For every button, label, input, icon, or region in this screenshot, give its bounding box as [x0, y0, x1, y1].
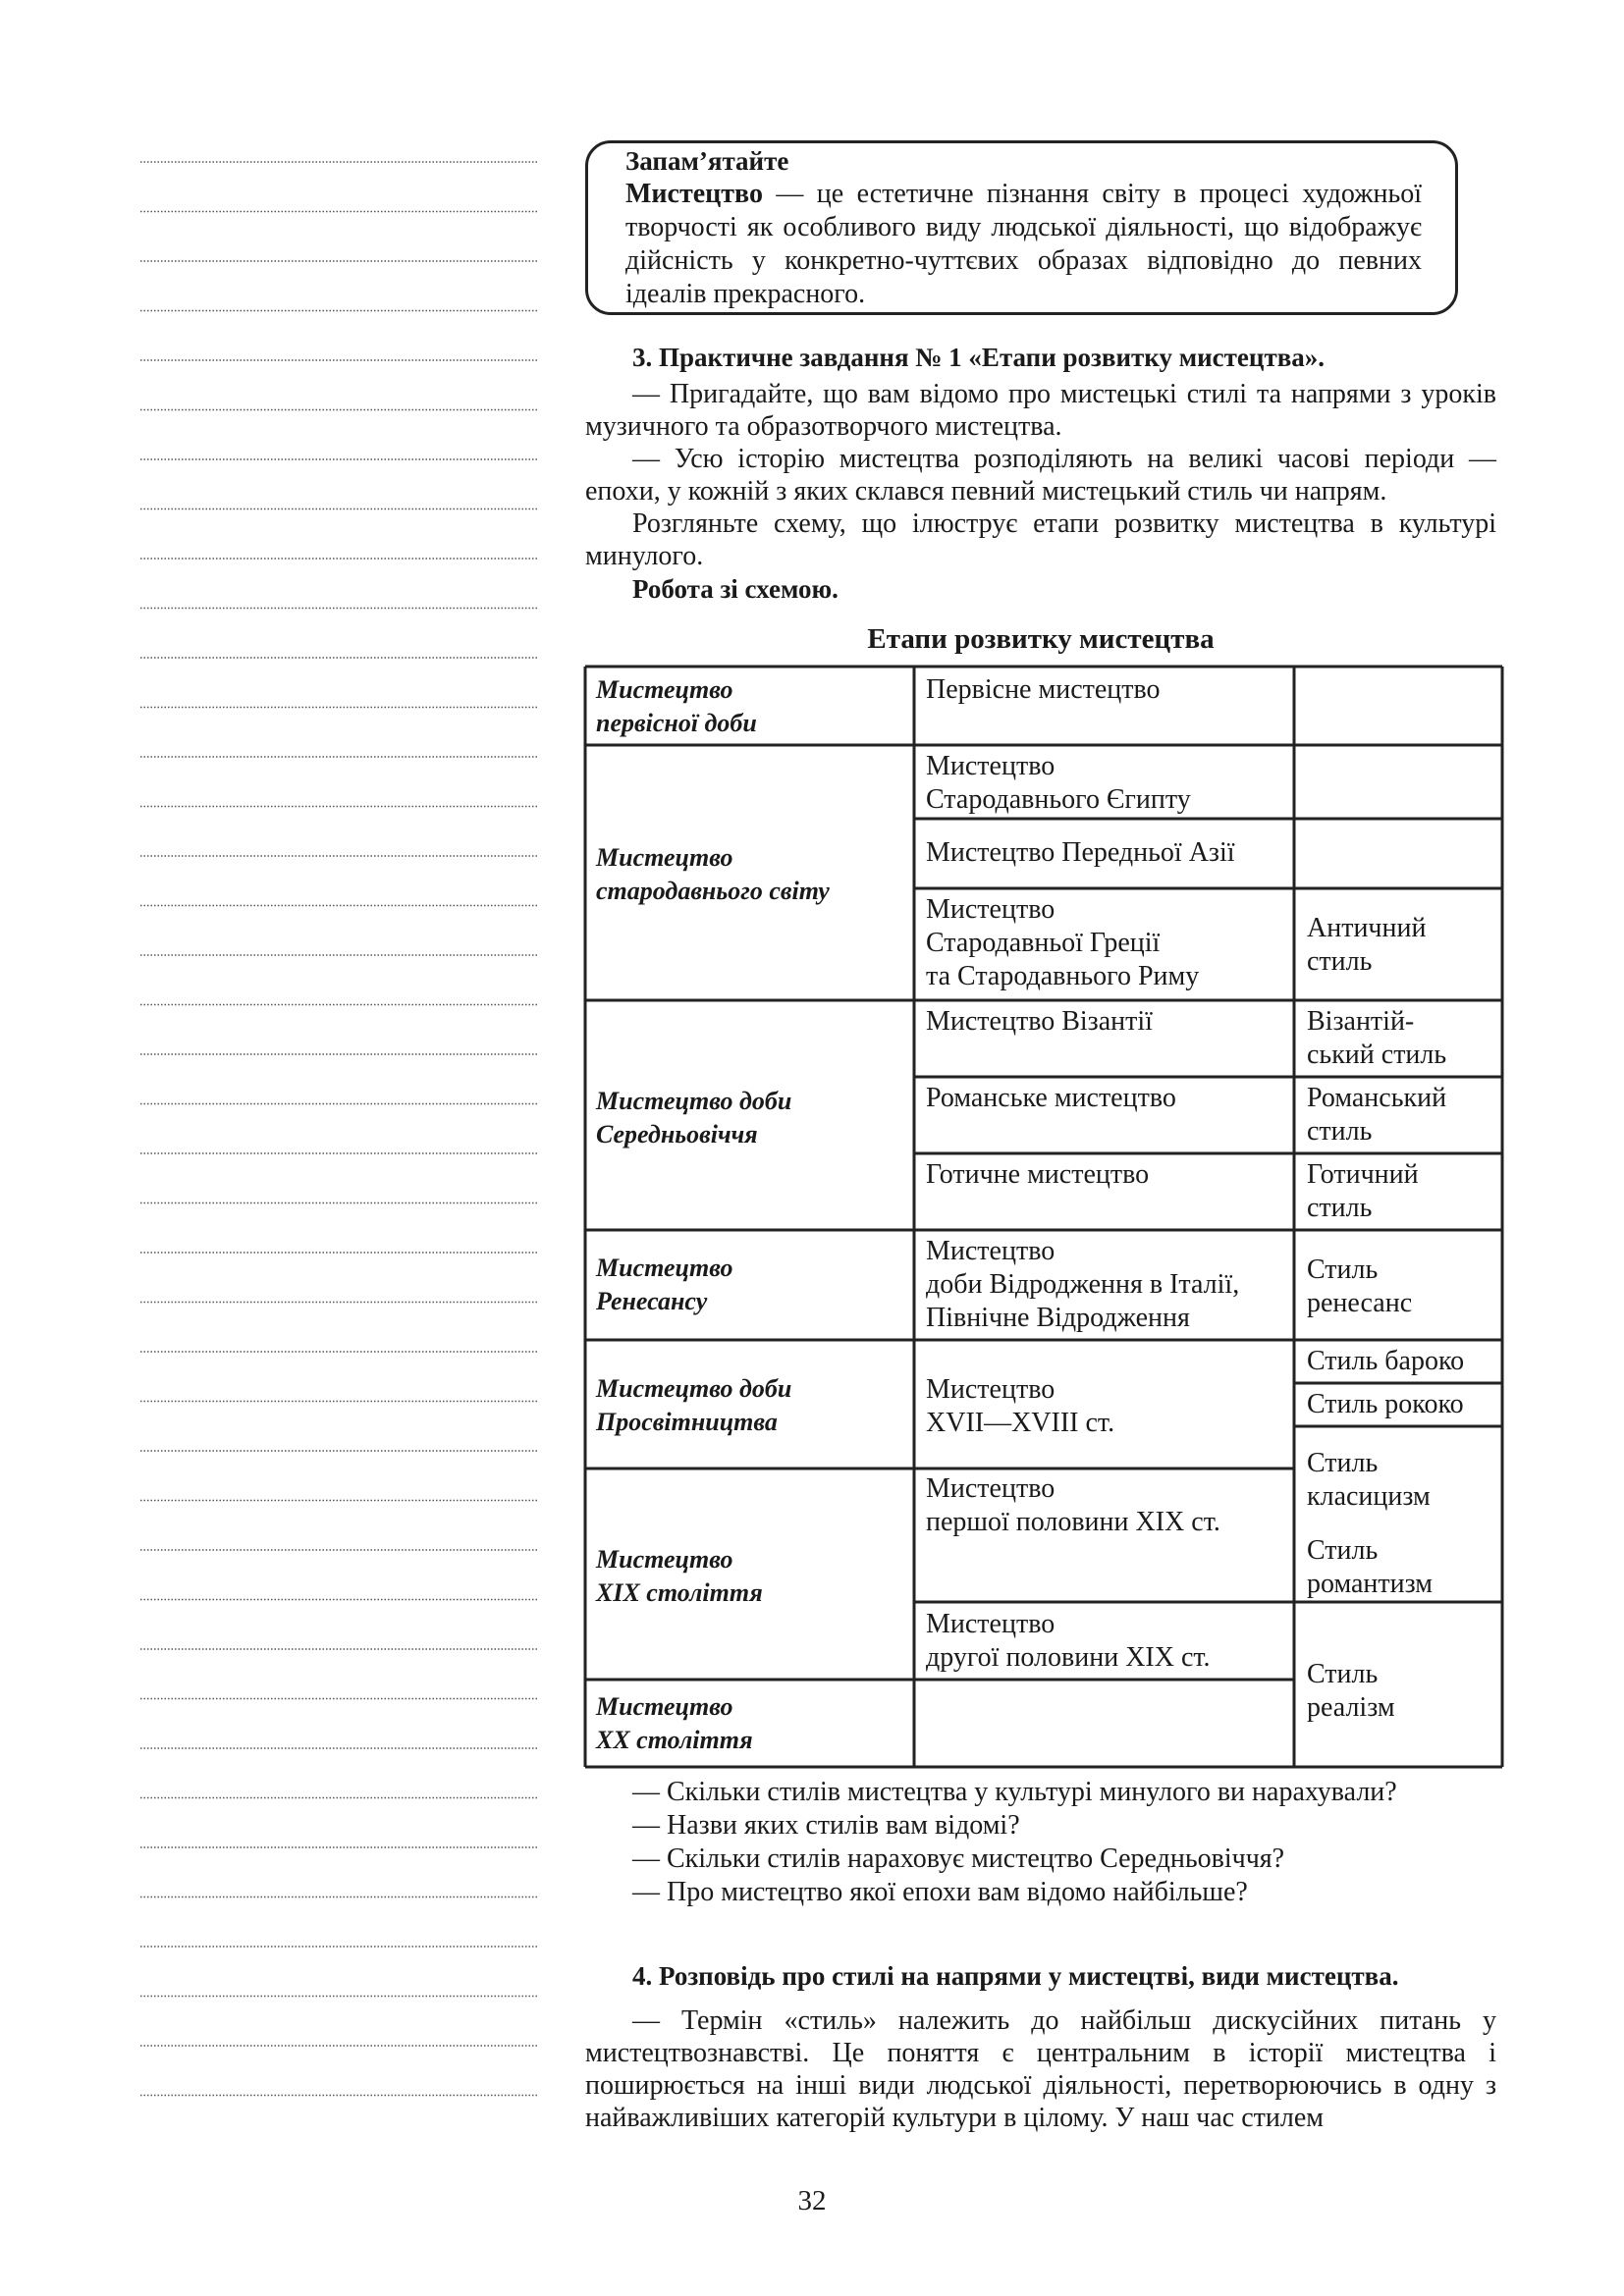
schema-art-cell-line: Готичне мистецтво — [926, 1159, 1150, 1190]
schema-style-cell-line: Готичний — [1307, 1159, 1419, 1190]
schema-style-cell-line: Романський — [1307, 1083, 1447, 1113]
schema-style-cell-line: Стиль рококо — [1307, 1389, 1464, 1419]
schema-art-cell-line: першої половини XIX ст. — [926, 1507, 1220, 1537]
schema-era-cell — [596, 841, 830, 908]
schema-art-cell — [926, 1472, 1220, 1539]
schema-art-cell-line: та Стародавнього Риму — [926, 961, 1200, 991]
schema-art-cell-line: Мистецтво — [926, 751, 1056, 781]
task4-section — [585, 1960, 1496, 2134]
schema-era-cell-line: Мистецтво — [596, 1254, 733, 1282]
schema-era-cell — [596, 1543, 763, 1610]
schema-style-cell-line: класицизм — [1307, 1481, 1431, 1512]
schema-art-cell — [926, 1158, 1149, 1192]
schema-art-cell-line: Первісне мистецтво — [926, 674, 1161, 705]
schema-style-cell — [1307, 1534, 1433, 1601]
schema-style-cell-line: стиль — [1307, 946, 1373, 977]
schema-style-cell — [1307, 1254, 1412, 1320]
schema-style-cell-line: Візантій- — [1307, 1006, 1415, 1037]
schema-art-cell-line: Мистецтво Передньої Азії — [926, 837, 1235, 868]
schema-era-cell-line: Ренесансу — [596, 1287, 708, 1315]
schema-style-cell — [1307, 1082, 1446, 1148]
schema-art-cell — [926, 673, 1161, 707]
schema-style-cell — [1307, 1447, 1431, 1514]
memo-definition-text: — це естетичне пізнання світу в процесі художньої творчості як особливого виду людської діяльності, що відображує дійсність у конкретно-чуттєвих образах відповідно до певних ідеалів прекрасного. — [625, 179, 1422, 309]
schema-art-cell — [926, 893, 1199, 993]
schema-art-cell-line: Мистецтво — [926, 1236, 1056, 1266]
schema-era-cell-line: Мистецтво доби — [596, 1087, 792, 1115]
schema-art-cell-line: Північне Відродження — [926, 1303, 1190, 1333]
schema-art-cell-line: Мистецтво Візантії — [926, 1006, 1153, 1037]
schema-art-cell-line: Стародавнього Єгипту — [926, 784, 1191, 815]
question-1: — Скільки стилів мистецтва у культурі минулого ви нарахували? — [632, 1777, 1397, 1807]
schema-style-cell-line: стиль — [1307, 1116, 1373, 1147]
schema-era-cell-line: Мистецтво — [596, 675, 733, 704]
task4-paragraph-1: — Термін «стиль» належить до найбільш дискусійних питань у мистецтвознавстві. Це поняття є центральним в історії мистецтва і поширюється на інші види людської діяльності, перетворюючись в одну з найважливіших категорій культури в цілому. У наш час стилем — [585, 2005, 1496, 2133]
schema-style-cell-line: Стиль бароко — [1307, 1346, 1465, 1376]
schema-era-cell — [596, 1690, 753, 1757]
schema-art-cell-line: доби Відродження в Італії, — [926, 1269, 1240, 1300]
schema-era-cell-line: Мистецтво — [596, 1692, 733, 1721]
schema-title: Етапи розвитку мистецтва — [867, 623, 1215, 655]
schema-style-cell-line: Стиль — [1307, 1448, 1379, 1478]
question-4: — Про мистецтво якої епохи вам відомо найбільше? — [632, 1877, 1248, 1907]
task3-paragraph-1: — Пригадайте, що вам відомо про мистецькі стилі та напрями з уроків музичного та образотворчого мистецтва. — [585, 379, 1496, 442]
schema-era-cell-line: XIX століття — [596, 1578, 763, 1607]
schema-era-cell-line: Мистецтво — [596, 843, 733, 872]
memo-term: Мистецтво — [625, 179, 763, 209]
schema-style-cell-line: Стиль — [1307, 1535, 1379, 1566]
task3-heading: 3. Практичне завдання № 1 «Етапи розвитку мистецтва». — [632, 343, 1326, 372]
schema-era-cell-line: первісної доби — [596, 709, 757, 737]
task3-paragraph-4: Робота зі схемою. — [632, 574, 839, 604]
schema-style-cell-line: Античний — [1307, 913, 1427, 943]
schema-era-cell — [596, 1252, 733, 1318]
schema-era-cell-line: стародавнього світу — [596, 877, 830, 905]
question-2: — Назви яких стилів вам відомі? — [632, 1810, 1020, 1841]
schema-era-cell-line: Просвітництва — [596, 1408, 778, 1436]
schema-art-cell-line: Мистецтво — [926, 1473, 1056, 1504]
task4-heading: 4. Розповідь про стилі на напрями у мистецтві, види мистецтва. — [632, 1961, 1399, 1991]
schema-style-cell — [1307, 912, 1426, 979]
schema-era-cell-line: Мистецтво доби — [596, 1374, 792, 1403]
page-number: 32 — [797, 2185, 827, 2216]
schema-style-cell-line: реалізм — [1307, 1692, 1395, 1723]
question-3: — Скільки стилів нараховує мистецтво Середньовіччя? — [632, 1843, 1285, 1874]
schema-style-cell — [1307, 1005, 1446, 1072]
schema-era-cell — [596, 673, 757, 740]
memo-title: Запам’ятайте — [625, 146, 789, 176]
schema-art-cell-line: Мистецтво — [926, 894, 1056, 925]
schema-art-cell — [926, 1608, 1211, 1675]
schema-art-cell-line: Мистецтво — [926, 1609, 1056, 1639]
task3-paragraph-2: — Усю історію мистецтва розподіляють на великі часові періоди — епохи, у кожній з яких склався певний мистецький стиль чи напрям. — [585, 444, 1496, 507]
schema-art-cell — [926, 1235, 1239, 1335]
schema-style-cell — [1307, 1658, 1395, 1725]
schema-art-cell — [926, 750, 1191, 817]
schema-era-cell-line: Середньовіччя — [596, 1120, 758, 1148]
schema-art-cell-line: Стародавньої Греції — [926, 928, 1161, 958]
schema-art-cell-line: другої половини XIX ст. — [926, 1642, 1211, 1673]
schema-art-cell-line: XVII—XVIII ст. — [926, 1408, 1115, 1438]
schema-style-cell-line: Стиль — [1307, 1255, 1379, 1285]
schema-style-cell — [1307, 1388, 1464, 1421]
schema-style-cell — [1307, 1158, 1419, 1225]
schema-art-cell-line: Мистецтво — [926, 1374, 1056, 1405]
task3-paragraph-3: Розгляньте схему, що ілюструє етапи розвитку мистецтва в культурі минулого. — [585, 508, 1496, 571]
schema-era-cell-line: XX століття — [596, 1726, 753, 1754]
schema-art-cell — [926, 1082, 1176, 1115]
schema-art-cell — [926, 1005, 1153, 1039]
schema-style-cell — [1307, 1345, 1464, 1378]
schema-style-cell-line: Стиль — [1307, 1659, 1379, 1689]
schema-era-cell — [596, 1372, 791, 1439]
schema-style-cell-line: стиль — [1307, 1193, 1373, 1223]
schema-art-cell-line: Романське мистецтво — [926, 1083, 1176, 1113]
schema-art-cell — [926, 836, 1235, 870]
schema-style-cell-line: романтизм — [1307, 1569, 1434, 1599]
schema-style-cell-line: ський стиль — [1307, 1040, 1447, 1070]
questions-list — [585, 1776, 1496, 1909]
schema-art-cell — [926, 1373, 1114, 1440]
schema-style-cell-line: ренесанс — [1307, 1288, 1413, 1318]
schema-era-cell-line: Мистецтво — [596, 1545, 733, 1574]
schema-era-cell — [596, 1085, 791, 1151]
